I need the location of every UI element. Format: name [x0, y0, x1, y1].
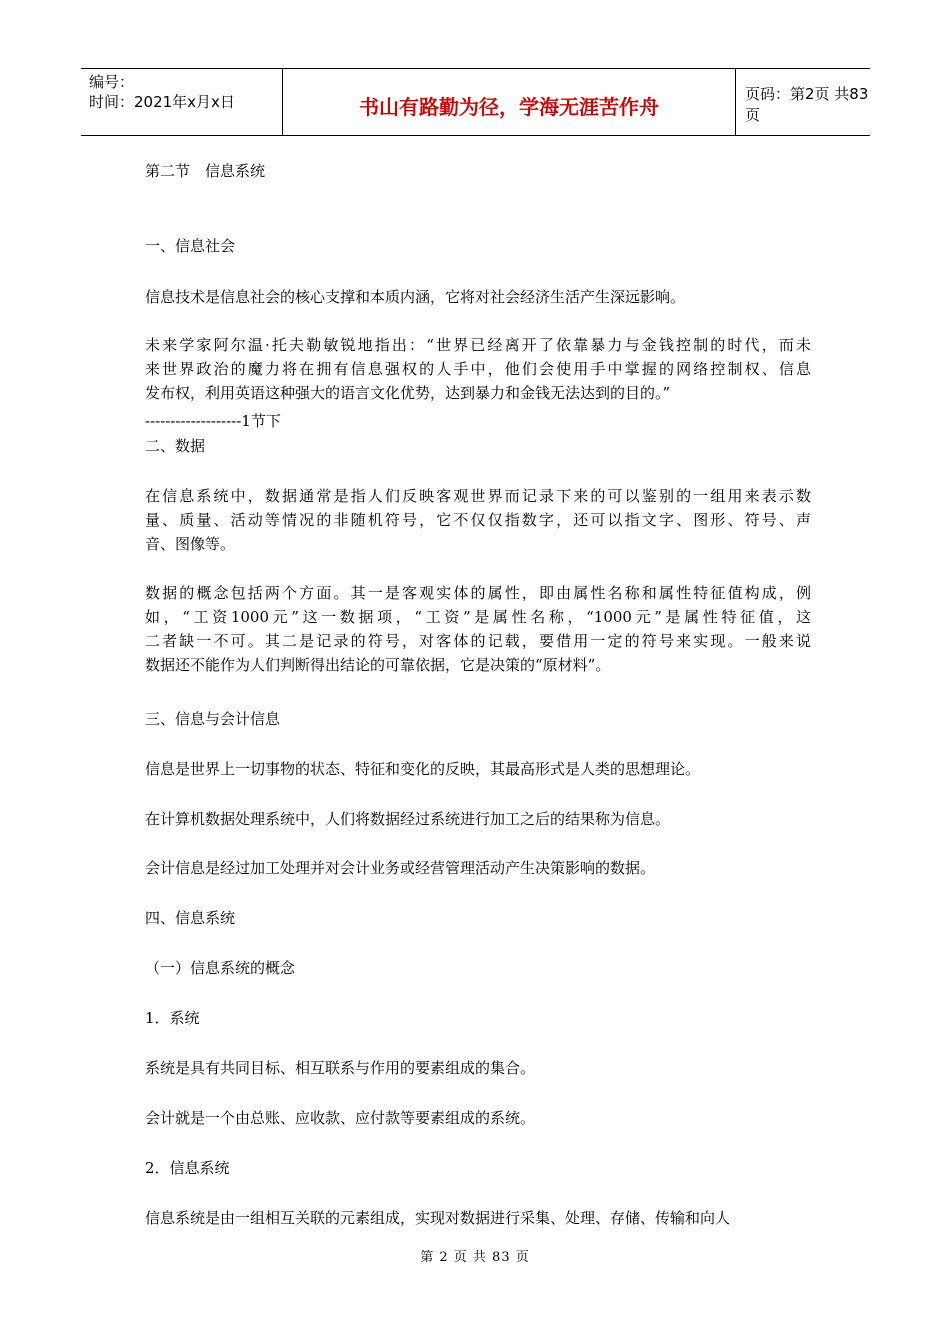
- paragraph: [145, 581, 811, 677]
- paragraph: 信息是世界上一切事物的状态、特征和变化的反映，其最高形式是人类的思想理论。: [145, 760, 701, 778]
- paragraph-line: 量、质量、活动等情况的非随机符号，它不仅仅指数字，还可以指文字、图形、符号、声: [145, 511, 811, 529]
- header-page-info: 页码：第2页 共83页: [745, 85, 869, 124]
- subheading-system: 1．系统: [145, 1009, 200, 1027]
- paragraph-line: 在信息系统中，数据通常是指人们反映客观世界而记录下来的可以鉴别的一组用来表示数: [145, 487, 811, 505]
- paragraph: 会计就是一个由总账、应收款、应付款等要素组成的系统。: [145, 1109, 536, 1127]
- header-meta: [89, 69, 284, 135]
- number-label: 编号：: [89, 73, 135, 91]
- paragraph-line: 音、图像等。: [145, 535, 236, 553]
- heading-info-society: 一、信息社会: [145, 237, 236, 255]
- paragraph: [145, 484, 811, 556]
- paragraph-line: 如，“工资1000元”这一数据项，“工资”是属性名称，“1000元”是属性特征值，这: [145, 608, 811, 626]
- divider-note: -------------------1节下: [145, 412, 281, 430]
- heading-info-accounting: 三、信息与会计信息: [145, 710, 281, 728]
- paragraph-line: 发布权，利用英语这种强大的语言文化优势，达到暴力和金钱无法达到的目的。”: [145, 384, 671, 402]
- subheading-concept: （一）信息系统的概念: [145, 959, 296, 977]
- paragraph-quote: [145, 333, 811, 405]
- heading-data: 二、数据: [145, 437, 206, 455]
- paragraph: 信息技术是信息社会的核心支撑和本质内涵，它将对社会经济生活产生深远影响。: [145, 288, 686, 306]
- paragraph: 会计信息是经过加工处理并对会计业务或经营管理活动产生决策影响的数据。: [145, 859, 656, 877]
- date-line: 时间：2021年x月x日: [89, 93, 235, 111]
- paragraph-line: 数据的概念包括两个方面。其一是客观实体的属性，即由属性名称和属性特征值构成，例: [145, 584, 811, 602]
- page-footer: 第 2 页 共 83 页: [420, 1250, 530, 1265]
- paragraph: 在计算机数据处理系统中，人们将数据经过系统进行加工之后的结果称为信息。: [145, 810, 671, 828]
- document-header: [81, 68, 870, 136]
- subheading-information-system: 2．信息系统: [145, 1159, 230, 1177]
- header-motto: 书山有路勤为径，学海无涯苦作舟: [282, 69, 736, 135]
- paragraph-line: 来世界政治的魔力将在拥有信息强权的人手中，他们会使用手中掌握的网络控制权、信息: [145, 360, 811, 378]
- paragraph: 信息系统是由一组相互关联的元素组成，实现对数据进行采集、处理、存储、传输和向人: [145, 1209, 731, 1227]
- paragraph-line: 二者缺一不可。其二是记录的符号，对客体的记载，要借用一定的符号来实现。一般来说: [145, 632, 811, 650]
- heading-info-system: 四、信息系统: [145, 909, 236, 927]
- paragraph-line: 未来学家阿尔温·托夫勒敏锐地指出：“世界已经离开了依靠暴力与金钱控制的时代，而未: [145, 336, 811, 354]
- paragraph: 系统是具有共同目标、相互联系与作用的要素组成的集合。: [145, 1059, 536, 1077]
- section-title: 第二节 信息系统: [145, 162, 266, 180]
- paragraph-line: 数据还不能作为人们判断得出结论的可靠依据，它是决策的“原材料”。: [145, 656, 611, 674]
